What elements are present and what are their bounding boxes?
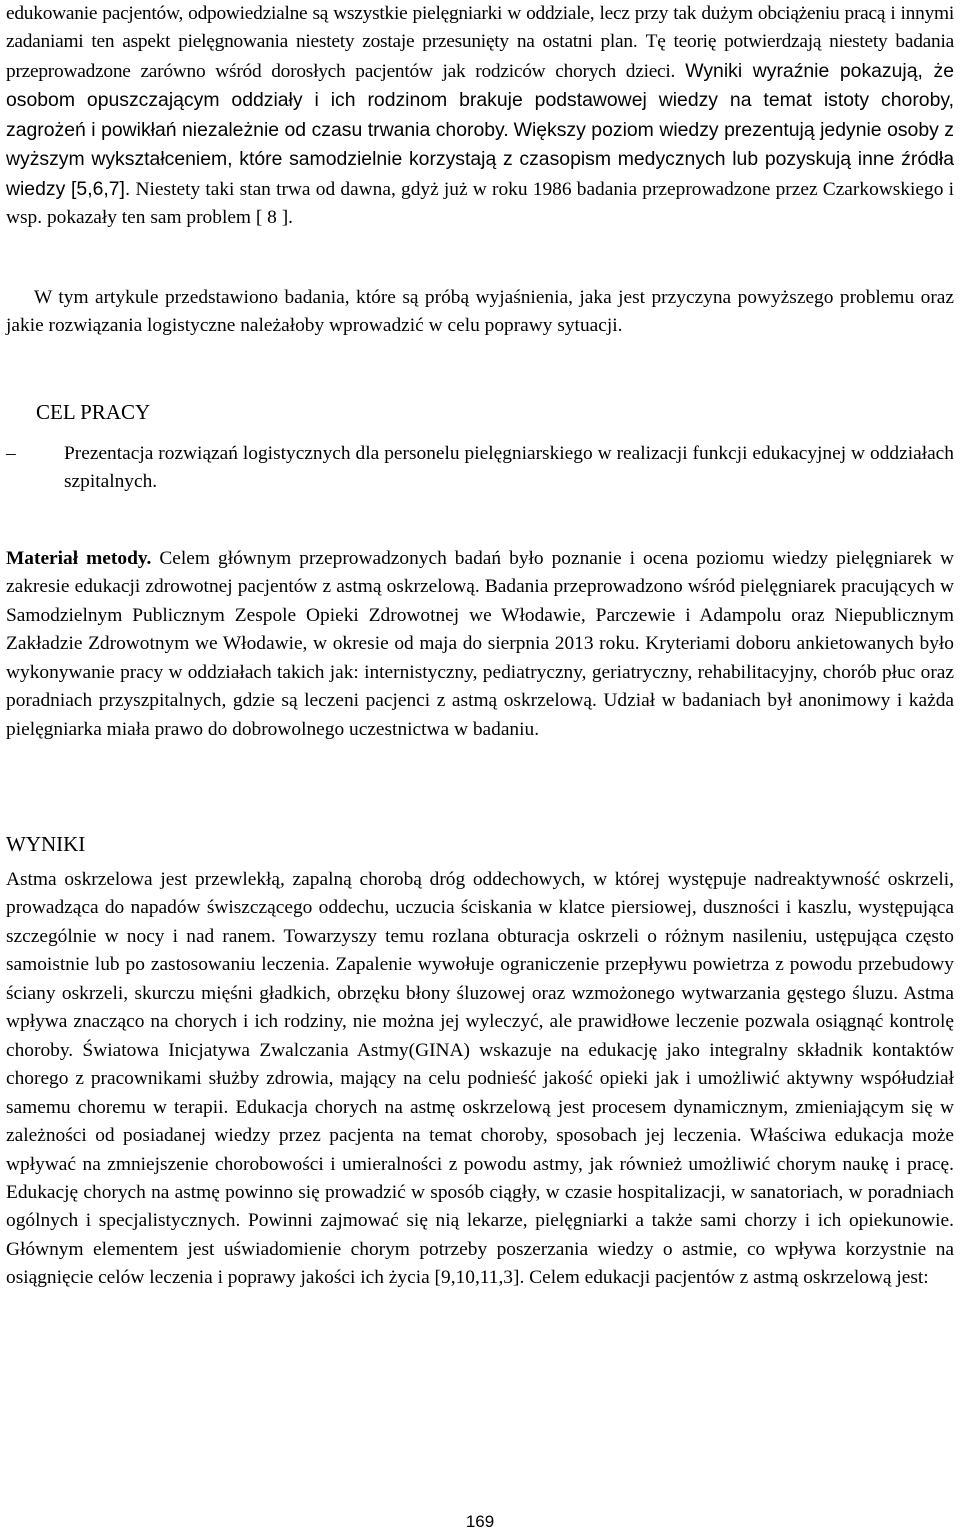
cel-heading: CEL PRACY	[36, 400, 151, 424]
cel-heading-block	[36, 398, 960, 426]
intro-sentence-2: Tę teorię potwierdzają niestety badania przeprowadzone zarówno wśród dorosłych pacjentów jak rodziców chorych dzieci.	[6, 31, 954, 82]
intro-sentence-1: edukowanie pacjentów, odpowiedzialne są wszystkie pielęgniarki w oddziale, lecz przy tak dużym obciążeniu pracą i innymi zadaniami ten aspekt pielęgnowania niestety zostaje przesunięty na ostatni plan.	[6, 3, 954, 53]
page-number: 169	[465, 1512, 495, 1531]
material-label: Materiał metody.	[6, 548, 152, 569]
material-text	[6, 545, 954, 744]
material-body: Celem głównym przeprowadzonych badań było poznanie i ocena poziomu wiedzy pielęgniarek w zakresie edukacji zdrowotnej pacjentów z astmą oskrzelową. Badania przeprowadzono wśród pielęgniarek pracujących w Samodzielnym Publicznym Zespole Opieki Zdrowotnej we Włodawie, Parczewie i Adampolu oraz Niepublicznym Zakładzie Zdrowotnym we Włodawie, w okresie od maja do sierpnia 2013 roku. Kryteriami doboru ankietowanych było wykonywanie pracy w oddziałach takich jak: internistyczny, pediatryczny, geriatryczny, rehabilitacyjny, chorób płuc oraz poradniach przyszpitalnych, gdzie są leczeni pacjenci z astmą oskrzelową. Udział w badaniach był anonimowy i każda pielęgniarka miała prawo do dobrowolnego uczestnictwa w badaniu.	[6, 548, 954, 740]
intro-sentence-4: Większy poziom wiedzy prezentują jedynie osoby z wyższym wykształceniem, które samodzielnie korzystają z czasopism medycznych lub pozyskują inne źródła wiedzy [5,6,7].	[6, 118, 955, 200]
material-paragraph	[6, 545, 954, 744]
intro-sentence-3: Wyniki wyraźnie pokazują, że osobom opuszczającym oddziały i ich rodzinom brakuje podstawowej wiedzy na temat istoty choroby, zagrożeń i powikłań niezależnie od czasu trwania choroby.	[6, 59, 954, 141]
cel-list-item	[6, 440, 954, 497]
intro-paragraph-2	[6, 284, 954, 341]
intro-paragraph-2-text: W tym artykule przedstawiono badania, które są próbą wyjaśnienia, jaka jest przyczyna powyższego problemu oraz jakie rozwiązania logistyczne należałoby wprowadzić w celu poprawy sytuacji.	[6, 287, 954, 337]
wyniki-heading: WYNIKI	[6, 832, 86, 856]
wyniki-heading-block	[6, 830, 954, 858]
wyniki-paragraph	[6, 866, 954, 1293]
intro-paragraph	[6, 0, 954, 233]
dash-bullet: –	[6, 443, 16, 464]
cel-item-text: Prezentacja rozwiązań logistycznych dla personelu pielęgniarskiego w realizacji funkcji edukacyjnej w oddziałach szpitalnych.	[64, 443, 954, 493]
intro-text	[6, 0, 954, 233]
intro-sentence-5: Niestety taki stan trwa od dawna, gdyż już w roku 1986 badania przeprowadzone przez Czarkowskiego i wsp. pokazały ten sam problem [ 8 ].	[6, 178, 954, 229]
wyniki-text: Astma oskrzelowa jest przewlekłą, zapalną chorobą dróg oddechowych, w której występuje nadreaktywność oskrzeli, prowadząca do napadów świszczącego oddechu, uczucia ściskania w klatce piersiowej, duszności i kaszlu, występująca szczególnie w nocy i nad ranem. Towarzyszy temu rozlana obturacja oskrzeli o różnym nasileniu, ustępująca często samoistnie lub po zastosowaniu leczenia. Zapalenie wywołuje ograniczenie przepływu powietrza z powodu przebudowy ściany oskrzeli, skurczu mięśni gładkich, obrzęku błony śluzowej oraz wzmożonego wytwarzania gęstego śluzu. Astma wpływa znacząco na chorych i ich rodziny, nie można jej wyleczyć, ale prawidłowe leczenie pozwala osiągnąć kontrolę choroby. Światowa Inicjatywa Zwalczania Astmy(GINA) wskazuje na edukację jako integralny składnik kontaktów chorego z pracownikami służby zdrowia, mający na celu podnieść jakość opieki jak i umożliwić aktywny współudział samemu choremu w terapii. Edukacja chorych na astmę oskrzelową jest procesem dynamicznym, zmieniającym się w zależności od posiadanej wiedzy przez pacjenta na temat choroby, sposobach jej leczenia. Właściwa edukacja może wpływać na zmniejszenie chorobowości i umieralności z powodu astmy, jak również umożliwić chorym naukę i pracę. Edukację chorych na astmę powinno się prowadzić w sposób ciągły, w czasie hospitalizacji, w sanatoriach, w poradniach ogólnych i specjalistycznych. Powinni zajmować się nią lekarze, pielęgniarki a także sami chorzy i ich opiekunowie. Głównym elementem jest uświadomienie chorym potrzeby poszerzania wiedzy o astmie, co wpływa korzystnie na osiągnięcie celów leczenia i poprawy jakości ich życia [9,10,11,3]. Celem edukacji pacjentów z astmą oskrzelową jest:	[6, 869, 954, 1289]
